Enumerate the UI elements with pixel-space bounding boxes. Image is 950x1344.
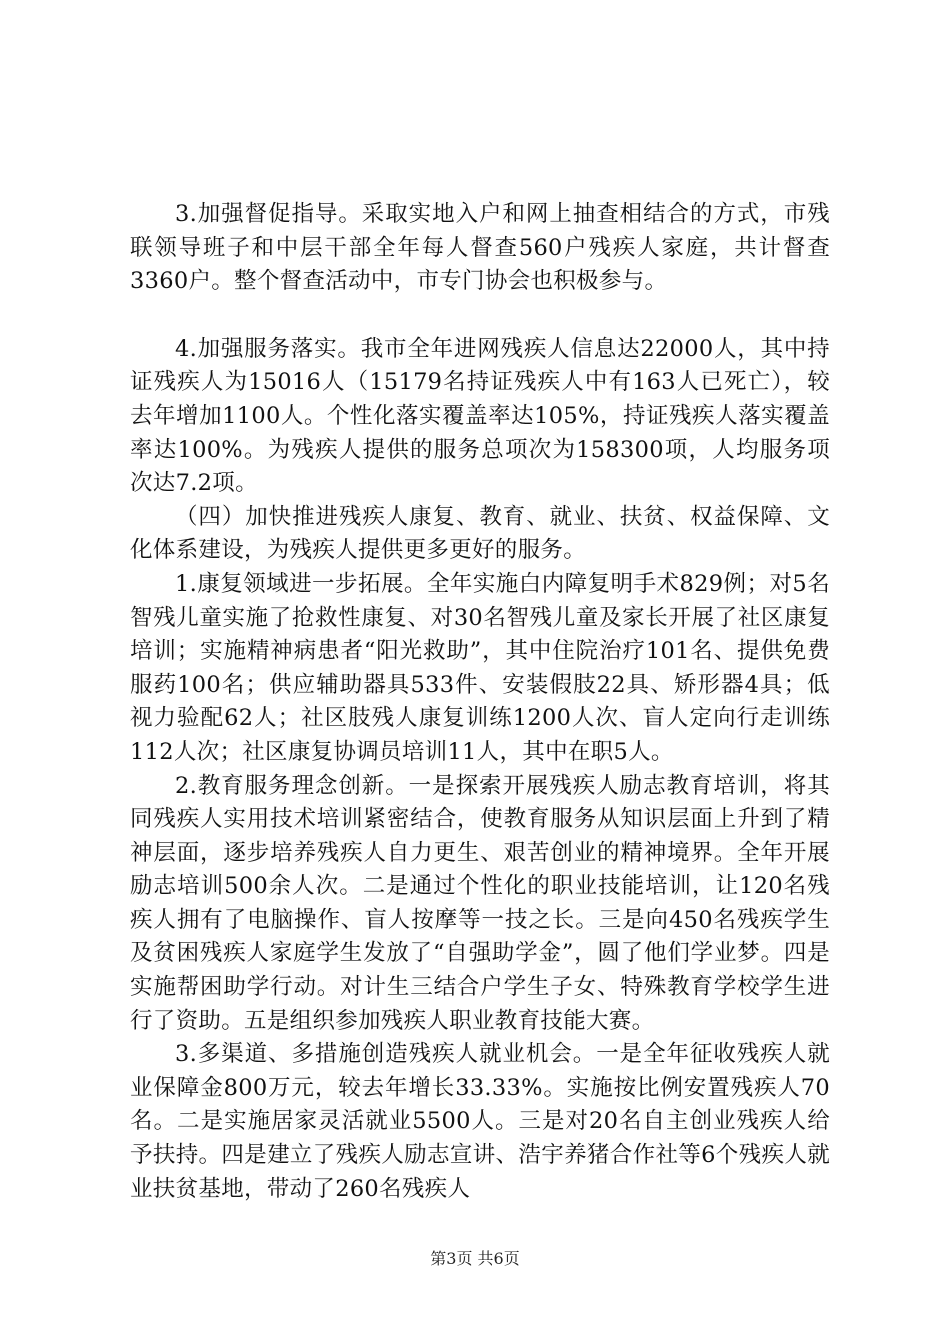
paragraph-supervision: 3.加强督促指导。采取实地入户和网上抽查相结合的方式，市残联领导班子和中层干部全年每人督查560户残疾人家庭，共计督查3360户。整个督查活动中，市专门协会也积极参与。 [130, 201, 830, 295]
section-heading-four: （四）加快推进残疾人康复、教育、就业、扶贫、权益保障、文化体系建设，为残疾人提供更多更好的服务。 [130, 503, 830, 564]
page-number-footer: 第3页 共6页 [430, 1249, 520, 1268]
paragraph-service-implementation: 4.加强服务落实。我市全年进网残疾人信息达22000人，其中持证残疾人为15016人（15179名持证残疾人中有163人已死亡），较去年增加1100人。个性化落实覆盖率达105%，持证残疾人落实覆盖率达100%。为残疾人提供的服务总项次为158300项，人均服务项次达7.2项。 [130, 335, 830, 497]
paragraph-spacer [130, 299, 830, 333]
paragraph-employment: 3.多渠道、多措施创造残疾人就业机会。一是全年征收残疾人就业保障金800万元，较去年增长33.33%。实施按比例安置残疾人70名。二是实施居家灵活就业5500人。三是对20名自主创业残疾人给予扶持。四是建立了残疾人励志宣讲、浩宇养猪合作社等6个残疾人就业扶贫基地，带动了260名残疾人 [130, 1041, 830, 1202]
paragraph-rehabilitation: 1.康复领域进一步拓展。全年实施白内障复明手术829例；对5名智残儿童实施了抢救性康复、对30名智残儿童及家长开展了社区康复培训；实施精神病患者“阳光救助”，其中住院治疗101名、提供免费服药100名；供应辅助器具533件、安装假肢22具、矫形器4具；低视力验配62人；社区肢残人康复训练1200人次、盲人定向行走训练112人次；社区康复协调员培训11人，其中在职5人。 [130, 570, 830, 765]
paragraph-education: 2.教育服务理念创新。一是探索开展残疾人励志教育培训，将其同残疾人实用技术培训紧密结合，使教育服务从知识层面上升到了精神层面，逐步培养残疾人自力更生、艰苦创业的精神境界。全年开展励志培训500余人次。二是通过个性化的职业技能培训，让120名残疾人拥有了电脑操作、盲人按摩等一技之长。三是向450名残疾学生及贫困残疾人家庭学生发放了“自强助学金”，圆了他们学业梦。四是实施帮困助学行动。对计生三结合户学生子女、特殊教育学校学生进行了资助。五是组织参加残疾人职业教育技能大赛。 [130, 772, 830, 1034]
document-body [130, 198, 830, 1206]
